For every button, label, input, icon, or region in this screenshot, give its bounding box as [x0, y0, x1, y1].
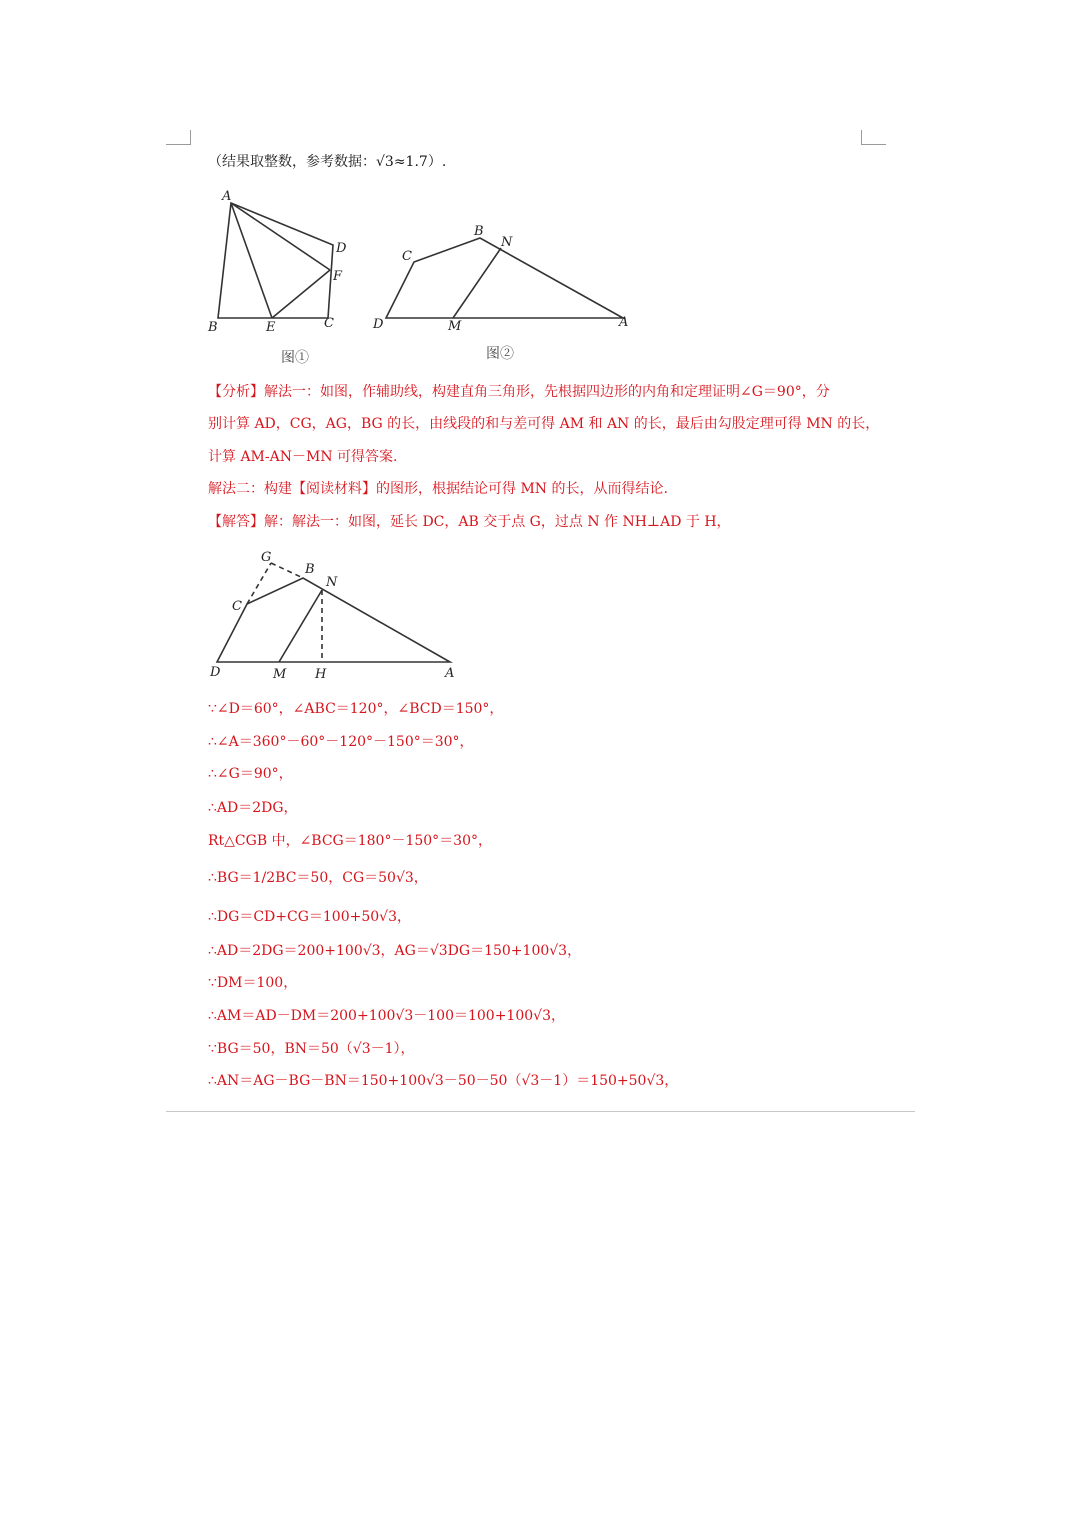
- fig3-label-c: C: [232, 599, 242, 614]
- figure-2-caption: 图②: [486, 346, 514, 362]
- figure-2: [368, 220, 640, 335]
- fig3-segment-mn: [279, 590, 322, 662]
- fig3-label-n: N: [326, 575, 338, 590]
- page-corner-mark-left: [166, 130, 191, 145]
- fig1-label-b: B: [208, 320, 218, 335]
- figure-1-caption: 图①: [281, 350, 309, 366]
- fig1-label-c: C: [324, 316, 334, 331]
- answer-intro: 【解答】解：解法一：如图，延长 DC，AB 交于点 G，过点 N 作 NH⊥AD 于 H，: [208, 514, 731, 530]
- step-2: ∴∠A＝360°－60°－120°－150°＝30°，: [208, 734, 474, 750]
- figure-3: [205, 545, 465, 685]
- problem-note: （结果取整数，参考数据：√3≈1.7）.: [208, 154, 447, 170]
- fig2-label-d: D: [373, 317, 384, 332]
- analysis-line-1: 【分析】解法一：如图，作辅助线，构建直角三角形，先根据四边形的内角和定理证明∠G＝90°，分: [208, 384, 830, 400]
- step-1: ∵∠D＝60°，∠ABC＝120°，∠BCD＝150°，: [208, 701, 504, 717]
- step-7: ∴DG＝CD+CG＝100+50√3，: [208, 909, 411, 925]
- fig1-label-d: D: [336, 241, 347, 256]
- step-10: ∴AM＝AD－DM＝200+100√3－100＝100+100√3，: [208, 1008, 565, 1024]
- step-5: Rt△CGB 中，∠BCG＝180°－150°＝30°，: [208, 833, 492, 849]
- analysis-line-3: 计算 AM-AN－MN 可得答案.: [208, 449, 398, 465]
- fig3-label-g: G: [261, 550, 272, 565]
- step-3: ∴∠G＝90°，: [208, 766, 293, 782]
- step-6: ∴BG＝1/2BC＝50，CG＝50√3，: [208, 870, 428, 886]
- fig2-label-b: B: [474, 224, 484, 239]
- fig3-label-h: H: [315, 667, 327, 682]
- analysis-method-2: 解法二：构建【阅读材料】的图形，根据结论可得 MN 的长，从而得结论.: [208, 481, 668, 497]
- step-8: ∴AD＝2DG＝200+100√3，AG＝√3DG＝150+100√3，: [208, 943, 582, 959]
- analysis-line-2: 别计算 AD，CG，AG，BG 的长，由线段的和与差可得 AM 和 AN 的长，最后由勾股定理可得 MN 的长，: [208, 416, 880, 432]
- step-4: ∴AD＝2DG，: [208, 800, 298, 816]
- step-12: ∴AN＝AG－BG－BN＝150+100√3－50－50（√3－1）＝150+50√3，: [208, 1073, 679, 1089]
- figure-1: [200, 185, 360, 340]
- fig1-segment-af: [231, 203, 330, 270]
- fig3-label-a: A: [445, 666, 455, 681]
- step-9: ∵DM＝100，: [208, 975, 298, 991]
- fig1-segment-ae: [231, 203, 272, 318]
- step-11: ∵BG＝50，BN＝50（√3－1），: [208, 1041, 415, 1057]
- fig3-label-m: M: [273, 667, 287, 682]
- fig2-label-c: C: [402, 249, 412, 264]
- page-bottom-rule: [166, 1111, 915, 1112]
- fig3-dashed-gb: [271, 563, 303, 578]
- fig2-label-m: M: [448, 319, 462, 334]
- fig3-label-d: D: [210, 665, 221, 680]
- fig3-quadrilateral: [217, 578, 450, 662]
- fig3-label-b: B: [305, 562, 315, 577]
- fig2-label-n: N: [501, 235, 513, 250]
- fig1-label-e: E: [266, 320, 276, 335]
- fig2-quadrilateral: [386, 238, 623, 318]
- fig2-label-a: A: [619, 315, 629, 330]
- fig1-segment-ef: [272, 270, 330, 318]
- page-corner-mark-right: [861, 130, 886, 145]
- fig1-label-a: A: [222, 189, 232, 204]
- fig2-segment-mn: [453, 248, 501, 318]
- fig1-label-f: F: [333, 269, 343, 284]
